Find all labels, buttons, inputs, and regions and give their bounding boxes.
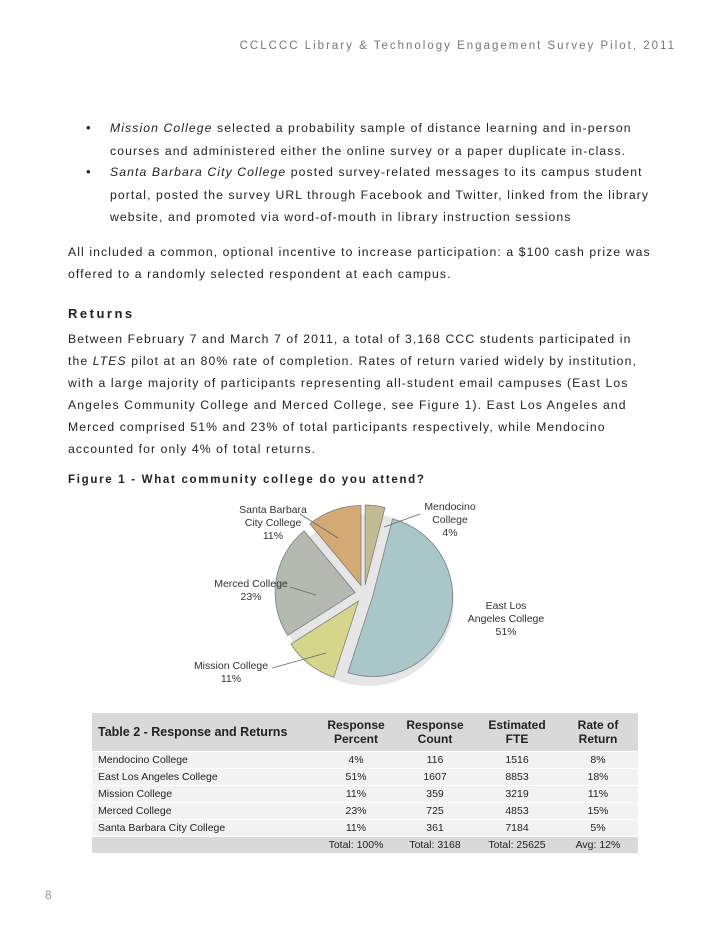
total-count: Total: 3168: [394, 837, 476, 854]
section-title-returns: Returns: [68, 306, 135, 321]
avg-rate: Avg: 12%: [558, 837, 638, 854]
label-east-la: [456, 600, 556, 639]
bullet-text: posted survey-related messages to its campus student portal, posted the survey URL through Facebook and Twitter, linked from the library website, and promoted via word-of-mouth in library instruction sessions: [110, 165, 650, 224]
header-line: Count: [417, 732, 453, 746]
percent-cell: 4%: [318, 752, 394, 769]
bullet-text: selected a probability sample of distance learning and in-person courses and administered either the online survey or a paper duplicate in-class.: [110, 121, 632, 158]
label-line: Mendocino: [424, 501, 476, 513]
college-name: Santa Barbara City College: [110, 165, 287, 179]
rate-cell: 8%: [558, 752, 638, 769]
bullet-santa-barbara: [110, 161, 656, 229]
fte-cell: 7184: [476, 820, 558, 837]
table-title: Table 2 - Response and Returns: [92, 713, 318, 752]
blank-cell: [92, 837, 318, 854]
table-header-row: [92, 713, 638, 752]
rate-cell: 11%: [558, 786, 638, 803]
college-cell: Mendocino College: [92, 752, 318, 769]
running-header: CCLCCC Library & Technology Engagement Survey Pilot, 2011: [239, 40, 676, 52]
label-mendocino: [410, 501, 490, 540]
header-line: Return: [578, 732, 618, 746]
count-cell: 116: [394, 752, 476, 769]
total-percent: Total: 100%: [318, 837, 394, 854]
label-santa-barbara: [218, 504, 328, 543]
fte-cell: 1516: [476, 752, 558, 769]
college-cell: Santa Barbara City College: [92, 820, 318, 837]
header-response-count: [394, 713, 476, 752]
header-line: Estimated: [488, 718, 546, 732]
page-number: 8: [45, 888, 52, 902]
college-cell: Merced College: [92, 803, 318, 820]
header-rate-of-return: [558, 713, 638, 752]
label-line: College: [432, 514, 468, 526]
pie-chart: [0, 495, 728, 715]
figure-title: Figure 1 - What community college do you attend?: [68, 474, 426, 486]
label-value: 51%: [495, 626, 517, 638]
table-row: [92, 752, 638, 769]
percent-cell: 11%: [318, 786, 394, 803]
label-line: Mission College: [193, 660, 269, 672]
count-cell: 359: [394, 786, 476, 803]
fte-cell: 8853: [476, 769, 558, 786]
response-returns-table: [92, 713, 638, 853]
header-response-percent: [318, 713, 394, 752]
count-cell: 361: [394, 820, 476, 837]
total-fte: Total: 25625: [476, 837, 558, 854]
percent-cell: 11%: [318, 820, 394, 837]
college-cell: Mission College: [92, 786, 318, 803]
fte-cell: 3219: [476, 786, 558, 803]
label-value: 23%: [240, 591, 262, 603]
rate-cell: 18%: [558, 769, 638, 786]
header-estimated-fte: [476, 713, 558, 752]
table-row: [92, 786, 638, 803]
label-value: 11%: [220, 673, 242, 685]
label-line: Angeles College: [467, 613, 545, 625]
label-value: 11%: [262, 530, 284, 542]
returns-text-2: pilot at an 80% rate of completion. Rates of return varied widely by institution, with a large majority of participants representing all-student email campuses (East Los Angeles Community College and Merced College, see Figure 1). East Los Angeles and Merced comprised 51% and 23% of total participants respectively, while Mendocino accounted for only 4% of total returns.: [68, 354, 637, 456]
table-row: [92, 769, 638, 786]
returns-emphasis: LTES: [92, 354, 127, 368]
label-mission: [176, 660, 286, 686]
header-line: Rate of: [577, 718, 619, 732]
incentive-paragraph: All included a common, optional incentive to increase participation: a $100 cash prize was offered to a randomly selected respondent at each campus.: [68, 245, 651, 281]
label-line: City College: [244, 517, 302, 529]
table-row: [92, 820, 638, 837]
count-cell: 725: [394, 803, 476, 820]
label-line: Santa Barbara: [239, 504, 307, 516]
bullet-mission: [110, 117, 656, 162]
header-line: Response: [327, 718, 385, 732]
count-cell: 1607: [394, 769, 476, 786]
returns-text-1: Between February 7 and March 7 of 2011, a total of 3,168 CCC students participated in the: [68, 332, 632, 368]
header-line: Percent: [333, 732, 379, 746]
returns-paragraph: [68, 328, 654, 460]
college-cell: East Los Angeles College: [92, 769, 318, 786]
table-total-row: [92, 837, 638, 854]
rate-cell: 15%: [558, 803, 638, 820]
label-line: Merced College: [214, 578, 288, 590]
header-line: FTE: [505, 732, 529, 746]
header-line: Response: [406, 718, 464, 732]
fte-cell: 4853: [476, 803, 558, 820]
percent-cell: 51%: [318, 769, 394, 786]
bullet-marker: •: [86, 164, 91, 179]
percent-cell: 23%: [318, 803, 394, 820]
label-merced: [196, 578, 306, 604]
college-name: Mission College: [110, 121, 213, 135]
table-row: [92, 803, 638, 820]
label-value: 4%: [442, 527, 458, 539]
label-line: East Los: [485, 600, 527, 612]
rate-cell: 5%: [558, 820, 638, 837]
bullet-marker: •: [86, 120, 91, 135]
